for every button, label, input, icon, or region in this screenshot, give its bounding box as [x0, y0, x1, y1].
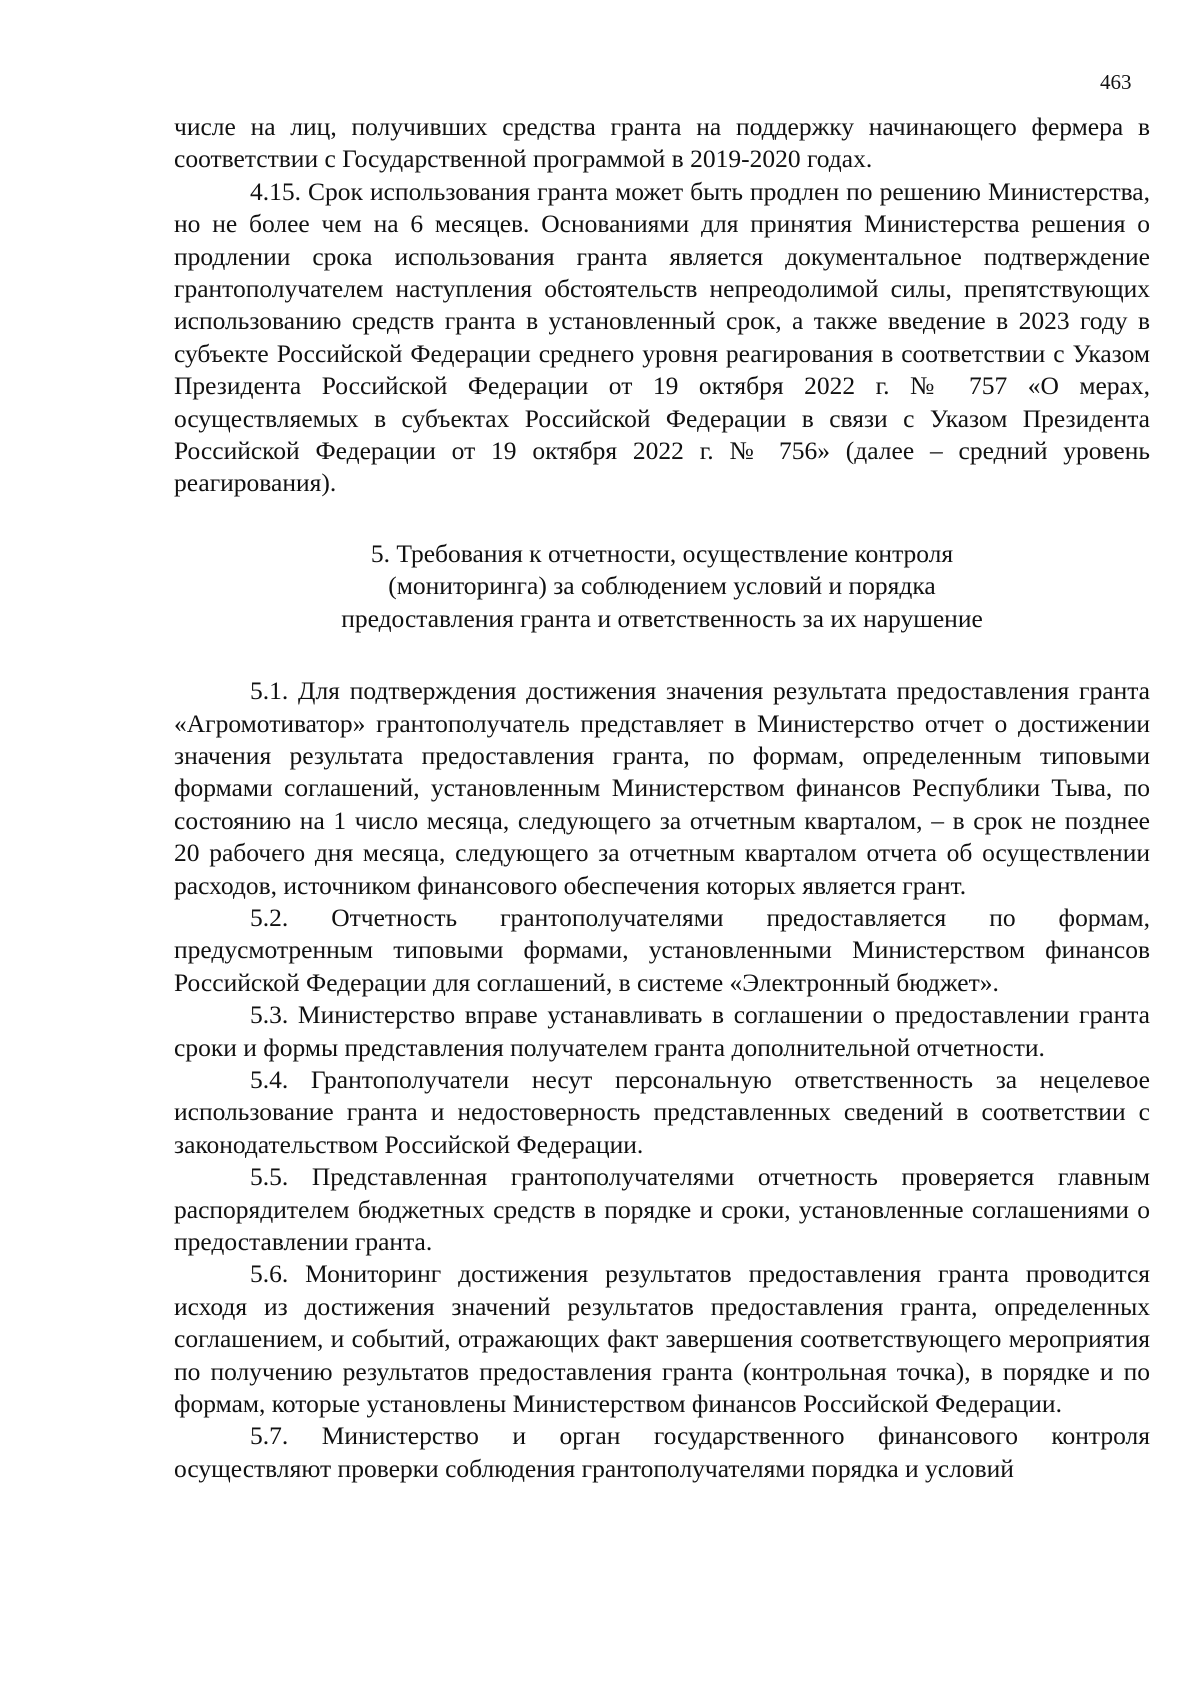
page-number: 463: [1100, 70, 1132, 94]
document-body: [174, 111, 1150, 1485]
paragraph-5-7: 5.7. Министерство и орган государственного финансового контроля осуществляют проверки соблюдения грантополучателями порядка и условий: [174, 1421, 1150, 1483]
paragraph-continuation: числе на лиц, получивших средства гранта на поддержку начинающего фермера в соответствии с Государственной программой в 2019-2020 годах.: [174, 112, 1150, 174]
paragraph-5-1: 5.1. Для подтверждения достижения значения результата предоставления гранта «Агромотиватор» грантополучатель представляет в Министерство отчет о достижении значения результата предоставления гранта, по формам, определенным типовыми формами соглашений, установленным Министерством финансов Республики Тыва, по состоянию на 1 число месяца, следующего за отчетным кварталом, – в срок не позднее 20 рабочего дня месяца, следующего за отчетным кварталом отчета об осуществлении расходов, источником финансового обеспечения которых является грант.: [174, 676, 1150, 900]
paragraph-5-4: 5.4. Грантополучатели несут персональную ответственность за нецелевое использование гранта и недостоверность представленных сведений в соответствии с законодательством Российской Федерации.: [174, 1064, 1150, 1159]
paragraph-5-3: 5.3. Министерство вправе устанавливать в соглашении о предоставлении гранта сроки и формы представления получателем гранта дополнительной отчетности.: [174, 1000, 1150, 1062]
section-heading-line: предоставления гранта и ответственность за их нарушение: [341, 603, 983, 633]
paragraph-5-5: 5.5. Представленная грантополучателями отчетность проверяется главным распорядителем бюджетных средств в порядке и сроки, установленные соглашениями о предоставлении гранта.: [174, 1162, 1150, 1256]
paragraph-5-2: 5.2. Отчетность грантополучателями предоставляется по формам, предусмотренным типовыми формами, установленными Министерством финансов Российской Федерации для соглашений, в системе «Электронный бюджет».: [174, 902, 1150, 997]
paragraph-5-6: 5.6. Мониторинг достижения результатов предоставления гранта проводится исходя из достижения значений результатов предоставления гранта, определенных соглашением, и событий, отражающих факт завершения соответствующего мероприятия по получению результатов предоставления гранта (контрольная точка), в порядке и по формам, которые установлены Министерством финансов Российской Федерации.: [174, 1259, 1150, 1419]
section-5-heading: [174, 538, 1150, 635]
paragraph-4-15: 4.15. Срок использования гранта может быть продлен по решению Министерства, но не более чем на 6 месяцев. Основаниями для принятия Министерства решения о продлении срока использования гранта является документальное подтверждение грантополучателем наступления обстоятельств непреодолимой силы, препятствующих использованию средств гранта в установленный срок, а также введение в 2023 году в субъекте Российской Федерации среднего уровня реагирования в соответствии с Указом Президента Российской Федерации от 19 октября 2022 г. № 757 «О мерах, осуществляемых в субъектах Российской Федерации в связи с Указом Президента Российской Федерации от 19 октября 2022 г. № 756» (далее – средний уровень реагирования).: [174, 176, 1150, 498]
section-heading-line: 5. Требования к отчетности, осуществление контроля: [370, 538, 954, 568]
section-heading-line: (мониторинга) за соблюдением условий и порядка: [388, 571, 936, 601]
